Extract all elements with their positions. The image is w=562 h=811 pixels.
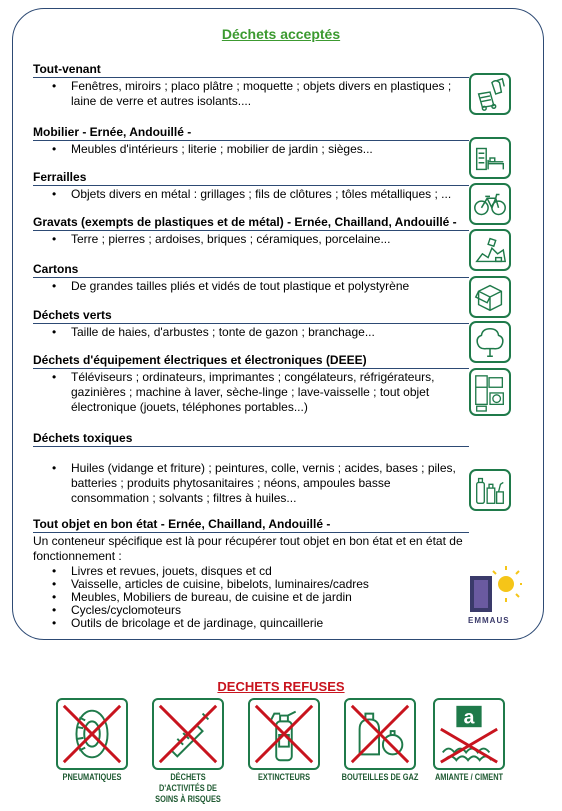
refused-label: BOUTEILLES DE GAZ [341, 772, 419, 782]
refused-title: DECHETS REFUSES [217, 679, 345, 694]
asbestos-icon [433, 698, 505, 770]
section-title: Déchets verts [33, 308, 469, 324]
section-title: Tout-venant [33, 62, 469, 78]
section-dechets-verts [33, 308, 469, 340]
syringe-icon [152, 698, 224, 770]
gas-bottle-icon [344, 698, 416, 770]
refused-label: PNEUMATIQUES [62, 772, 122, 782]
section-title: Gravats (exempts de plastiques et de métal) - Ernée, Chailland, Andouillé - [33, 215, 469, 231]
section-deee [33, 353, 469, 415]
list-item: • Terre ; pierres ; ardoises, briques ; céramiques, porcelaine... [71, 232, 469, 247]
refused-label: AMIANTE / CIMENT [434, 772, 504, 782]
section-title: Mobilier - Ernée, Andouillé - [33, 125, 469, 141]
section-toxiques [33, 431, 469, 506]
list-item: • Objets divers en métal : grillages ; fils de clôtures ; tôles métalliques ; ... [71, 187, 469, 202]
refused-label: EXTINCTEURS [257, 772, 311, 782]
section-mobilier [33, 125, 469, 157]
section-intro: Un conteneur spécifique est là pour récupérer tout objet en bon état et en état de fonctionnement : [33, 534, 463, 563]
refused-label: DÉCHETS D'ACTIVITÉS DE SOINS À RISQUES [155, 772, 221, 804]
tire-icon [56, 698, 128, 770]
rubble-icon [469, 229, 511, 271]
section-bon-etat [33, 517, 469, 630]
list-item: • Outils de bricolage et de jardinage, quincaillerie [71, 617, 469, 630]
list-item: • Meubles, Mobiliers de bureau, de cuisine et de jardin [71, 591, 469, 604]
bicycle-icon [469, 183, 511, 225]
cardboard-box-icon [469, 276, 511, 318]
emmaus-brand: EMMAUS [468, 616, 510, 625]
furniture-bed-icon [469, 137, 511, 179]
list-item: • Fenêtres, miroirs ; placo plâtre ; moquette ; objets divers en plastiques ; laine de verre et autres isolants.... [71, 79, 469, 109]
emmaus-logo [466, 566, 522, 630]
section-gravats [33, 215, 469, 247]
trash-cart-icon [469, 73, 511, 115]
tree-icon [469, 321, 511, 363]
section-title: Cartons [33, 262, 469, 278]
section-title: Ferrailles [33, 170, 469, 186]
svg-text:a: a [463, 706, 475, 729]
extinguisher-icon [248, 698, 320, 770]
appliances-icon [469, 368, 511, 416]
list-item: • Taille de haies, d'arbustes ; tonte de gazon ; branchage... [71, 325, 469, 340]
section-cartons [33, 262, 469, 294]
list-item: • Huiles (vidange et friture) ; peintures, colle, vernis ; acides, bases ; piles, batteries ; produits phytosanitaires ; néons, ampoules basse consommation ; solvants ; filtres à huiles... [71, 461, 469, 506]
section-title: Déchets toxiques [33, 431, 469, 447]
list-item: • Cycles/cyclomoteurs [71, 604, 469, 617]
toxic-products-icon [469, 469, 511, 511]
section-ferrailles [33, 170, 469, 202]
section-title: Tout objet en bon état - Ernée, Chailland, Andouillé - [33, 517, 469, 533]
accepted-title: Déchets acceptés [221, 26, 341, 42]
list-item: • De grandes tailles pliés et vidés de tout plastique et polystyrène [71, 279, 469, 294]
section-tout-venant [33, 62, 469, 109]
list-item: • Meubles d'intérieurs ; literie ; mobilier de jardin ; sièges... [71, 142, 469, 157]
list-item: • Vaisselle, articles de cuisine, bibelots, luminaires/cadres [71, 578, 469, 591]
list-item: • Téléviseurs ; ordinateurs, imprimantes ; congélateurs, réfrigérateurs, gazinières ; machine à laver, sèche-linge ; lave-vaisselle ; tout objet électronique (jouets, téléphones portables...) [71, 370, 469, 415]
section-title: Déchets d'équipement électriques et électroniques (DEEE) [33, 353, 469, 369]
list-item: • Livres et revues, jouets, disques et cd [71, 565, 469, 578]
